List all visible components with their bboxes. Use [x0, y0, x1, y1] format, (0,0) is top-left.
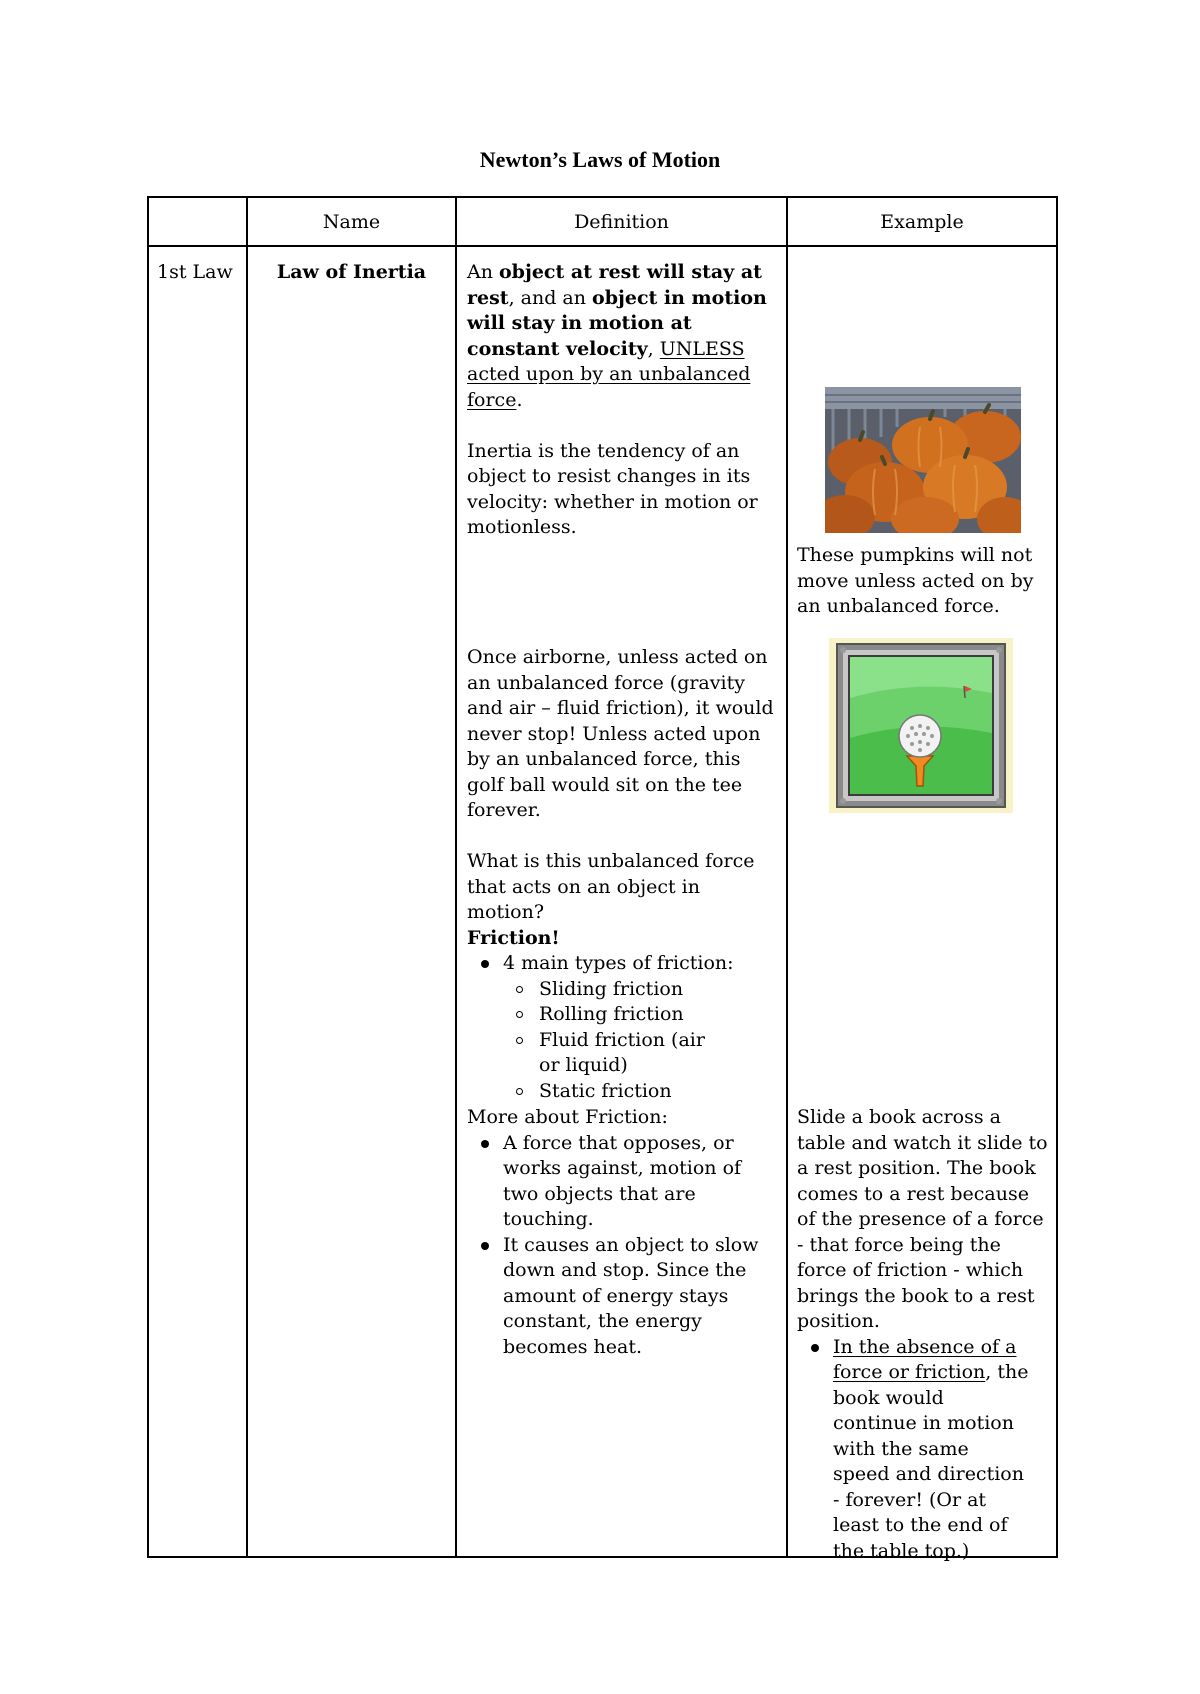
definition-cell — [467, 260, 780, 541]
table-border-top — [147, 196, 1058, 198]
law-number: 1st Law — [157, 261, 233, 283]
book-paragraph: Slide a book across a table and watch it slide to a rest position. The book comes to a rest because of the presence of a force - that force being the force of friction - which brings the book to a rest position. — [797, 1106, 1048, 1332]
golf-ball-image — [829, 638, 1013, 813]
header-divider — [147, 245, 1058, 247]
book-example — [797, 1105, 1051, 1564]
table-border-left — [147, 196, 149, 1558]
list-item: Fluid friction (air or liquid) — [467, 1028, 729, 1079]
pumpkins-image — [825, 387, 1021, 533]
list-item: It causes an object to slow down and stop. Since the amount of energy stays constant, the energy becomes heat. — [467, 1233, 780, 1361]
list-item: A force that opposes, or works against, motion of two objects that are touching. — [467, 1131, 780, 1233]
inertia-paragraph: Inertia is the tendency of an object to resist changes in its velocity: whether in motion or motionless. — [467, 439, 758, 538]
column-divider-2 — [455, 196, 457, 1558]
definition-paragraph: An object at rest will stay at rest, and an object in motion will stay in motion at constant velocity, UNLESS acted upon by an unbalanced force. — [467, 261, 767, 411]
book-list — [797, 1335, 1051, 1565]
friction-question: What is this unbalanced force that acts on an object in motion? Friction! 4 main types of friction: Sliding friction Rolling friction Fluid friction (air or liquid) Static friction — [467, 849, 780, 1104]
column-divider-1 — [246, 196, 248, 1558]
list-item: Rolling friction — [467, 1002, 780, 1028]
list-item: Sliding friction — [467, 977, 780, 1003]
friction-types-list — [467, 951, 780, 1104]
list-item: In the absence of a force or friction, the book would continue in motion with the same speed and direction - forever! (Or at least to the end of the table top.) — [797, 1335, 1051, 1565]
column-divider-3 — [786, 196, 788, 1558]
more-friction-list — [467, 1131, 780, 1361]
page-title: Newton’s Laws of Motion — [479, 147, 721, 172]
list-item: Static friction — [467, 1079, 780, 1105]
more-friction — [467, 1105, 780, 1360]
header-definition: Definition — [574, 211, 669, 233]
golf-paragraph: Once airborne, unless acted on an unbalanced force (gravity and air – fluid friction), it would never stop! Unless acted upon by an unbalanced force, this golf ball would sit on the tee forever. — [467, 646, 774, 821]
list-item: 4 main types of friction: — [467, 951, 780, 977]
friction-answer: Friction! — [467, 926, 560, 949]
table-border-right — [1056, 196, 1058, 1558]
pumpkin-caption: These pumpkins will not move unless acted on by an unbalanced force. — [797, 544, 1034, 617]
header-name: Name — [322, 211, 381, 233]
header-example: Example — [880, 211, 964, 233]
more-friction-title: More about Friction: — [467, 1106, 668, 1128]
law-name: Law of Inertia — [276, 261, 427, 283]
